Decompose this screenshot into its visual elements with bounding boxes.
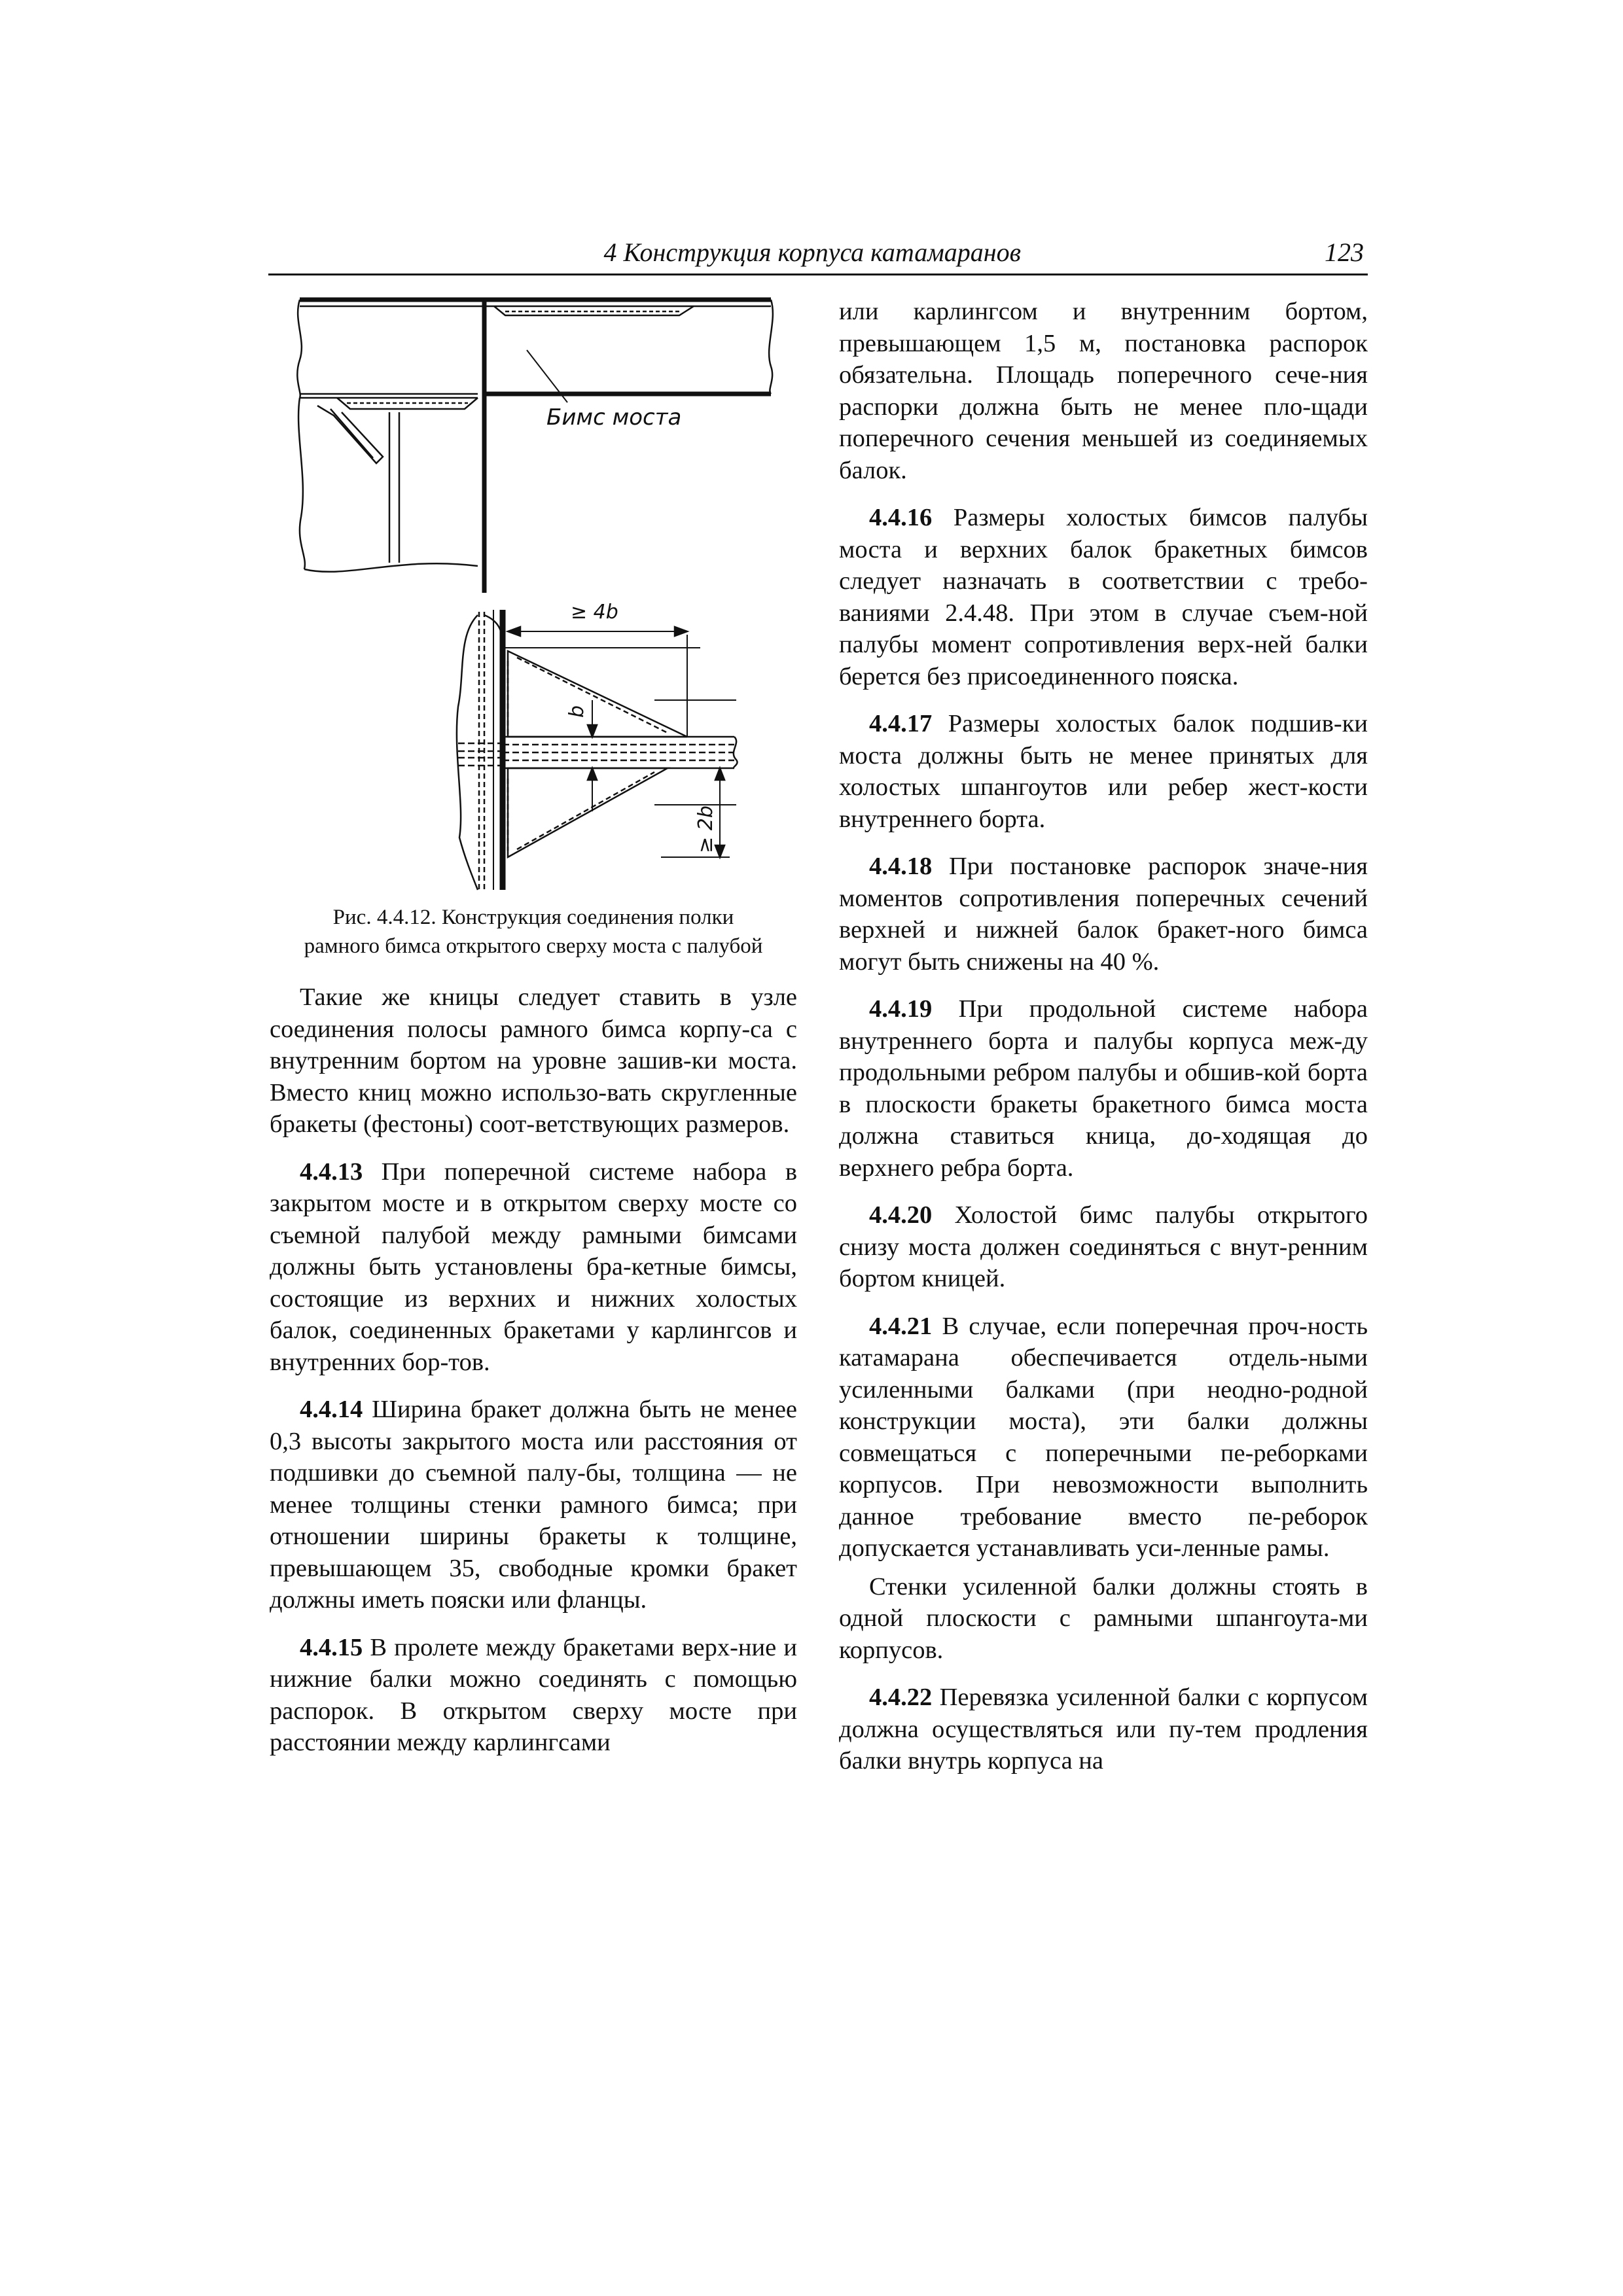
clause-number: 4.4.16 bbox=[869, 504, 933, 531]
page-number: 123 bbox=[1325, 238, 1364, 267]
paragraph-text: или карлингсом и внутренним бортом, превышающем 1,5 м, постановка распорок обязательна. Площадь поперечного сече-ния распорки должна быть не менее пло-щади поперечного сечения меньшей из соединяемых балок. bbox=[839, 298, 1368, 484]
paragraph-text: При постановке распорок значе-ния моментов сопротивления поперечных сечений верхней и нижней балок бракет-ного бимса могут быть снижены на 40 %. bbox=[839, 853, 1368, 976]
paragraph-text: Размеры холостых балок подшив-ки моста должны быть не менее принятых для холостых шпангоутов или ребер жест-кости внутреннего борта. bbox=[839, 710, 1368, 833]
paragraph-text: Такие же кницы следует ставить в узле соединения полосы рамного бимса корпу-са с внутренним бортом на уровне зашив-ки моста. Вместо книц можно использо-вать скругленные бракеты (фестоны) соот-ветствующих размеров. bbox=[270, 983, 797, 1138]
running-title: 4 Конструкция корпуса катамаранов bbox=[603, 238, 1021, 267]
paragraph bbox=[839, 1311, 1368, 1564]
paragraph-text: Размеры холостых бимсов палубы моста и верхних балок бракетных бимсов следует назначать в соответствии с требо-ваниями 2.4.48. При этом в случае съем-ной палубы момент сопротивления верх-ней балки берется без присоединенного пояска. bbox=[839, 504, 1368, 690]
clause-number: 4.4.17 bbox=[869, 710, 933, 737]
clause-number: 4.4.19 bbox=[869, 995, 933, 1023]
clause-number: 4.4.20 bbox=[869, 1201, 933, 1229]
paragraph-text: В пролете между бракетами верх-ние и нижние балки можно соединять с помощью распорок. В открытом сверху мосте при расстоянии между карлингсами bbox=[270, 1633, 797, 1756]
figure-drawing bbox=[268, 281, 818, 896]
clause-number: 4.4.14 bbox=[300, 1396, 363, 1423]
paragraph bbox=[270, 981, 797, 1140]
paragraph-text: Стенки усиленной балки должны стоять в одной плоскости с рамными шпангоута-ми корпусов. bbox=[839, 1572, 1368, 1664]
figure-4-4-12 bbox=[268, 281, 818, 896]
caption-line-2: рамного бимса открытого сверху моста с палубой bbox=[304, 934, 763, 958]
label-bims-mosta: Бимс моста bbox=[546, 404, 682, 431]
paragraph-text: Холостой бимс палубы открытого снизу моста должен соединяться с внут-ренним бортом кницей. bbox=[839, 1201, 1368, 1292]
caption-line-1: Рис. 4.4.12. Конструкция соединения полки bbox=[332, 906, 734, 929]
paragraph-text: В случае, если поперечная проч-ность катамарана обеспечивается отдель-ными усиленными балками (при неодно-родной конструкции моста), эти балки должны совмещаться с поперечными пе-реборками корпусов. При невозможности выполнить данное требование вместо пе-реборок допускается устанавливать уси-ленные рамы. bbox=[839, 1312, 1368, 1562]
paragraph-text: При поперечной системе набора в закрытом мосте и в открытом сверху мосте со съемной палубой между рамными бимсами должны быть установлены бра-кетные бимсы, состоящие из верхних и нижних холостых балок, соединенных бракетами у карлингсов и внутренних бор-тов. bbox=[270, 1157, 797, 1376]
paragraph bbox=[270, 1632, 797, 1759]
clause-number: 4.4.21 bbox=[869, 1312, 933, 1340]
clause-number: 4.4.18 bbox=[869, 853, 933, 880]
dim-2b-label: ≥ 2b bbox=[694, 805, 717, 853]
paragraph-text: При продольной системе набора внутреннего борта и палубы корпуса меж-ду продольными ребром палубы и обшив-кой борта в плоскости бракеты бракетного бимса моста должна ставиться кница, до-ходящая до верхнего ребра борта. bbox=[839, 995, 1368, 1182]
paragraph bbox=[839, 502, 1368, 692]
figure-caption bbox=[270, 903, 797, 961]
clause-number: 4.4.22 bbox=[869, 1684, 933, 1711]
paragraph bbox=[270, 1394, 797, 1616]
paragraph bbox=[839, 1199, 1368, 1295]
paragraph-text: Ширина бракет должна быть не менее 0,3 высоты закрытого моста или расстояния от подшивки до съемной палу-бы, толщина — не менее толщины стенки рамного бимса; при отношении ширины бракеты к толщине, превышающем 35, свободные кромки бракет должны иметь пояски или фланцы. bbox=[270, 1396, 797, 1614]
paragraph bbox=[270, 1156, 797, 1379]
running-header bbox=[268, 236, 1368, 275]
paragraph bbox=[839, 708, 1368, 835]
right-column bbox=[839, 296, 1368, 1777]
dim-4b-label: ≥ 4b bbox=[571, 601, 618, 624]
paragraph bbox=[839, 1571, 1368, 1667]
left-column bbox=[270, 981, 797, 1759]
clause-number: 4.4.15 bbox=[300, 1633, 363, 1661]
dim-b-label: b bbox=[565, 705, 589, 718]
paragraph bbox=[839, 851, 1368, 978]
paragraph-text: Перевязка усиленной балки с корпусом должна осуществляться или пу-тем продления балки внутрь корпуса на bbox=[839, 1684, 1368, 1775]
paragraph bbox=[839, 296, 1368, 486]
clause-number: 4.4.13 bbox=[300, 1157, 363, 1186]
paragraph bbox=[839, 1682, 1368, 1777]
paragraph bbox=[839, 993, 1368, 1184]
